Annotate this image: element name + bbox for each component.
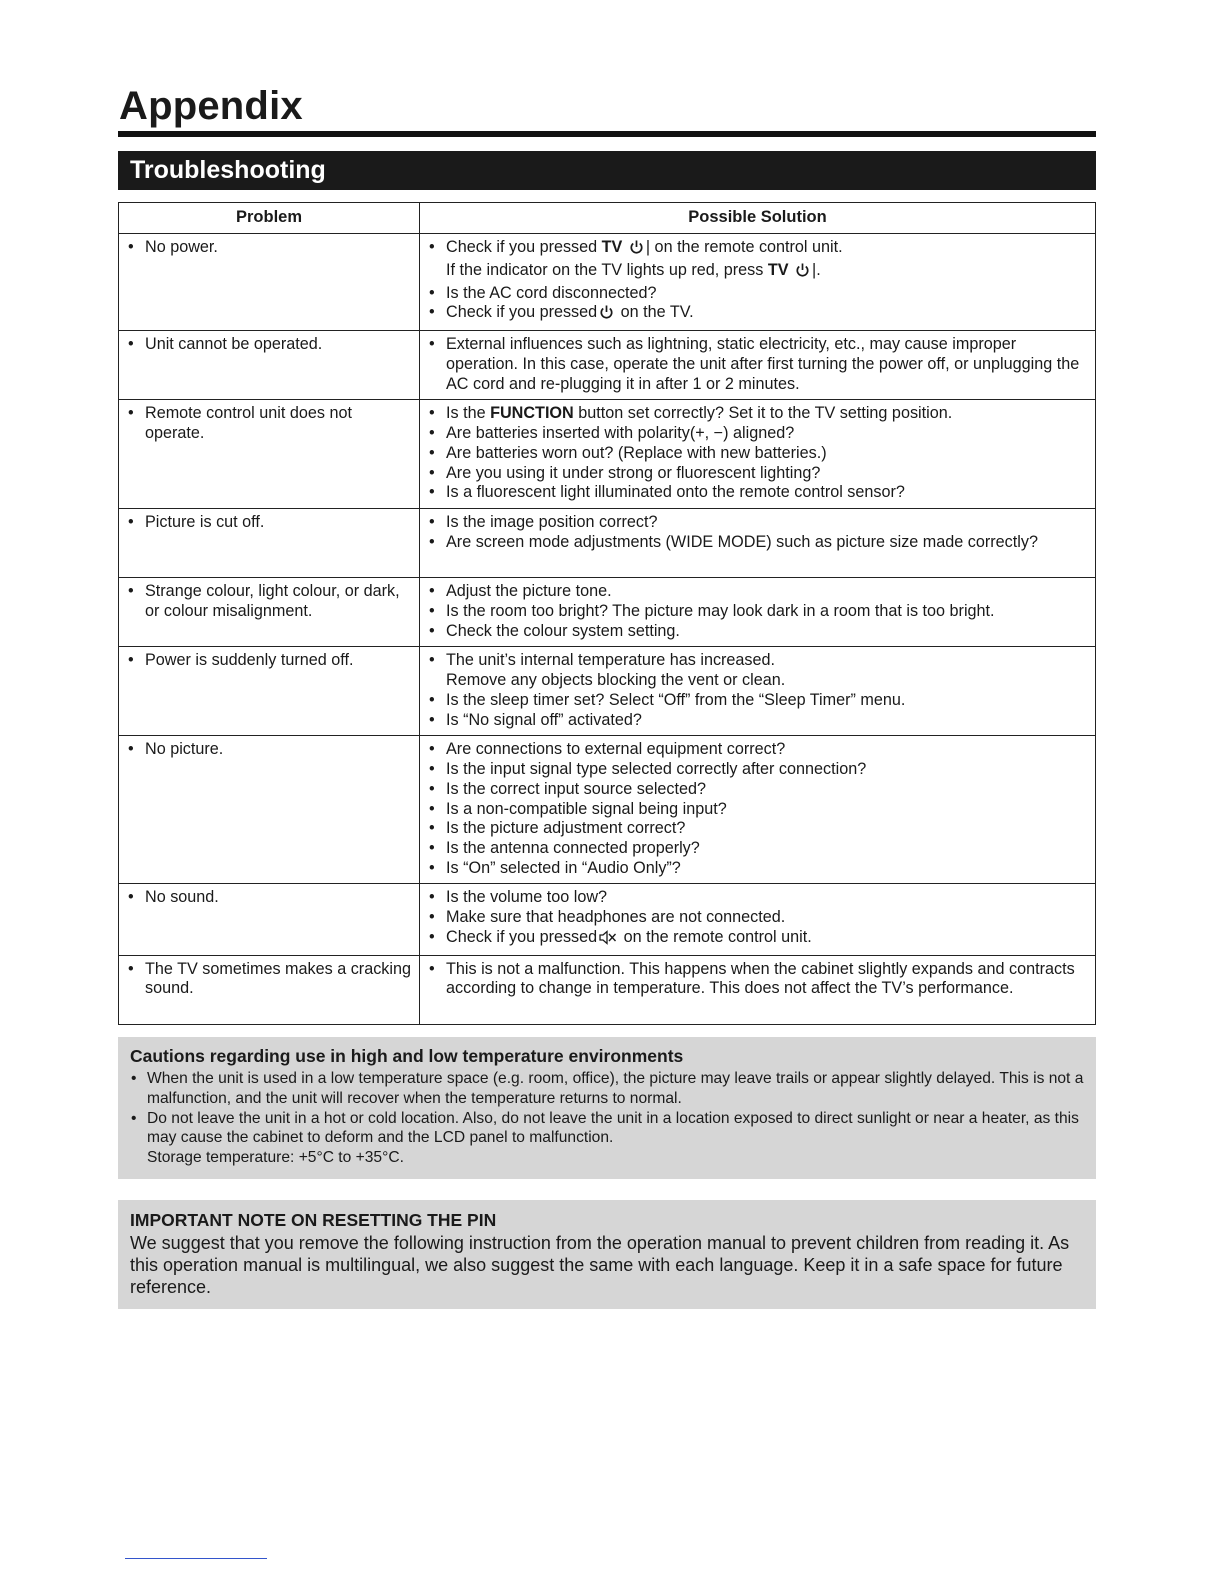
- solution-item: • Check if you pressed TV | on the remote control unit.: [428, 238, 1089, 261]
- solution-item: • Is the antenna connected properly?: [428, 839, 1089, 859]
- problem-text: • Strange colour, light colour, or dark, or colour misalignment.: [127, 582, 413, 622]
- problem-cell: [119, 647, 420, 736]
- solution-item: • Are batteries inserted with polarity(+, −) aligned?: [428, 424, 1089, 444]
- table-header-row: [119, 203, 1096, 234]
- problem-text: • Picture is cut off.: [127, 513, 413, 533]
- section-title: Troubleshooting: [130, 156, 326, 184]
- solution-item: • Are connections to external equipment correct?: [428, 740, 1089, 760]
- solution-cell: [420, 647, 1096, 736]
- solution-item: • Is the correct input source selected?: [428, 780, 1089, 800]
- solution-item-continued: Remove any objects blocking the vent or clean.: [446, 670, 786, 689]
- solution-item: • Are screen mode adjustments (WIDE MODE) such as picture size made correctly?: [428, 533, 1089, 553]
- solution-header: Possible Solution: [420, 203, 1096, 234]
- solution-cell: [420, 400, 1096, 509]
- page-title: Appendix: [119, 84, 303, 128]
- caution-storage-temperature: Storage temperature: +5°C to +35°C.: [147, 1149, 404, 1167]
- solution-item: • Make sure that headphones are not connected.: [428, 908, 1089, 928]
- pin-note-title: IMPORTANT NOTE ON RESETTING THE PIN: [130, 1210, 497, 1230]
- solution-item: • Is the room too bright? The picture may look dark in a room that is too bright.: [428, 602, 1089, 622]
- problem-text: • Remote control unit does not operate.: [127, 404, 413, 444]
- caution-box: [118, 1037, 1096, 1179]
- solution-item: • The unit’s internal temperature has increased.: [428, 651, 1089, 671]
- solution-item: • Check if you pressed on the TV.: [428, 303, 1089, 326]
- solution-item: • This is not a malfunction. This happens when the cabinet slightly expands and contracts according to change in temperature. This does not affect the TV’s performance.: [428, 960, 1089, 1000]
- table-row: [119, 955, 1096, 1024]
- solution-item: • Adjust the picture tone.: [428, 582, 1089, 602]
- power-icon: [795, 262, 810, 284]
- problem-cell: [119, 578, 420, 647]
- power-icon: [599, 304, 614, 326]
- solution-cell: [420, 234, 1096, 331]
- solution-item: • Is the volume too low?: [428, 888, 1089, 908]
- power-icon: [629, 239, 644, 261]
- solution-item: • Are you using it under strong or fluorescent lighting?: [428, 464, 1089, 484]
- problem-cell: [119, 234, 420, 331]
- solution-item: • Is a non-compatible signal being input?: [428, 800, 1089, 820]
- problem-cell: [119, 331, 420, 400]
- table-row: [119, 509, 1096, 578]
- solution-cell: [420, 509, 1096, 578]
- footer-link-underline: [125, 1558, 267, 1559]
- section-header: [118, 151, 1096, 190]
- table-row: [119, 647, 1096, 736]
- troubleshooting-table: [118, 202, 1096, 1025]
- problem-text: • No sound.: [127, 888, 413, 908]
- solution-cell: [420, 578, 1096, 647]
- title-rule: [118, 131, 1096, 137]
- solution-item: • Is the AC cord disconnected?: [428, 284, 1089, 304]
- solution-item: • Check the colour system setting.: [428, 622, 1089, 642]
- pin-note-box: [118, 1200, 1096, 1309]
- solution-item: • Is “No signal off” activated?: [428, 711, 1089, 731]
- solution-item: • Check if you pressed on the remote control unit.: [428, 928, 1089, 951]
- problem-text: • No picture.: [127, 740, 413, 760]
- solution-item: • Is the sleep timer set? Select “Off” from the “Sleep Timer” menu.: [428, 691, 1089, 711]
- solution-cell: [420, 331, 1096, 400]
- solution-item: • Is a fluorescent light illuminated onto the remote control sensor?: [428, 483, 1089, 503]
- solution-item: • Is the FUNCTION button set correctly? Set it to the TV setting position.: [428, 404, 1089, 424]
- problem-text: • Unit cannot be operated.: [127, 335, 413, 355]
- problem-text: • The TV sometimes makes a cracking sound.: [127, 960, 413, 1000]
- solution-cell: [420, 884, 1096, 955]
- solution-item: • Is “On” selected in “Audio Only”?: [428, 859, 1089, 879]
- solution-item: • Is the input signal type selected correctly after connection?: [428, 760, 1089, 780]
- problem-cell: [119, 509, 420, 578]
- problem-cell: [119, 884, 420, 955]
- table-row: [119, 578, 1096, 647]
- solution-item: • Are batteries worn out? (Replace with new batteries.): [428, 444, 1089, 464]
- problem-cell: [119, 955, 420, 1024]
- mute-icon: [599, 930, 617, 951]
- caution-item: • Do not leave the unit in a hot or cold location. Also, do not leave the unit in a location exposed to direct sunlight or near a heater, as this may cause the cabinet to deform and the LCD panel to malfunction.: [130, 1109, 1084, 1149]
- problem-cell: [119, 400, 420, 509]
- table-row: [119, 884, 1096, 955]
- problem-cell: [119, 736, 420, 884]
- problem-text: • No power.: [127, 238, 413, 258]
- solution-item: • External influences such as lightning, static electricity, etc., may cause improper operation. In this case, operate the unit after first turning the power off, or unplugging the AC cord and re-plugging it in after 1 or 2 minutes.: [428, 335, 1089, 394]
- table-row: [119, 331, 1096, 400]
- solution-item-continued: If the indicator on the TV lights up red, press TV |.: [428, 261, 1089, 284]
- solution-item: • Is the picture adjustment correct?: [428, 819, 1089, 839]
- caution-title: Cautions regarding use in high and low temperature environments: [130, 1046, 684, 1066]
- problem-header: Problem: [119, 203, 420, 234]
- solution-item: • Is the image position correct?: [428, 513, 1089, 533]
- table-row: [119, 400, 1096, 509]
- problem-text: • Power is suddenly turned off.: [127, 651, 413, 671]
- pin-note-text: We suggest that you remove the following instruction from the operation manual to prevent children from reading it. As this operation manual is multilingual, we also suggest the same with each language. Keep it in a safe space for future reference.: [130, 1233, 1070, 1297]
- caution-item: • When the unit is used in a low temperature space (e.g. room, office), the picture may leave trails or appear slightly delayed. This is not a malfunction, and the unit will recover when the temperature returns to normal.: [130, 1069, 1084, 1109]
- solution-cell: [420, 736, 1096, 884]
- solution-cell: [420, 955, 1096, 1024]
- table-row: [119, 234, 1096, 331]
- table-row: [119, 736, 1096, 884]
